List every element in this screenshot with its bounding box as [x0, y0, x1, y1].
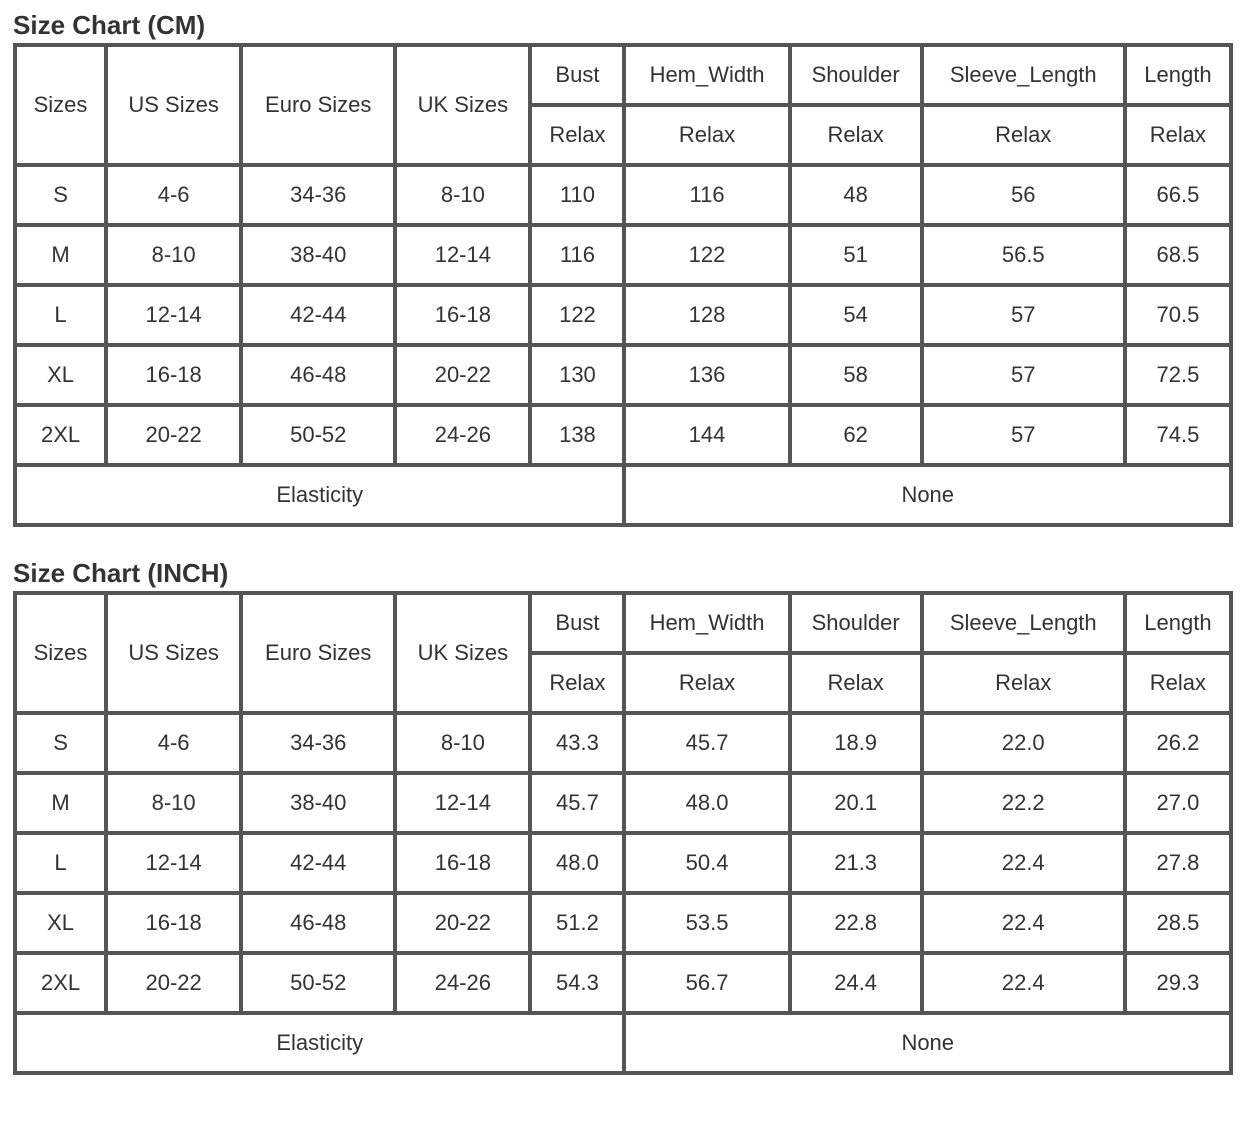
- table-row: [15, 165, 1231, 225]
- table-cell: 22.0: [922, 713, 1125, 773]
- table-cell: 56.5: [922, 225, 1125, 285]
- header-uk-sizes: UK Sizes: [395, 593, 530, 713]
- header-fit-relax: Relax: [530, 653, 624, 713]
- table-cell: 122: [530, 285, 624, 345]
- header-sizes: Sizes: [15, 593, 106, 713]
- table-cell: 27.8: [1125, 833, 1231, 893]
- table-cell: 50-52: [241, 953, 395, 1013]
- table-row: [15, 405, 1231, 465]
- header-sizes: Sizes: [15, 45, 106, 165]
- table-cell: 138: [530, 405, 624, 465]
- table-cell: 18.9: [790, 713, 922, 773]
- table-cell: 16-18: [106, 345, 241, 405]
- size-chart-cm-table: [13, 43, 1233, 527]
- table-cell: 57: [922, 285, 1125, 345]
- table-cell: XL: [15, 345, 106, 405]
- header-row: [15, 593, 1231, 653]
- table-cell: 54.3: [530, 953, 624, 1013]
- header-bust: Bust: [530, 45, 624, 105]
- elasticity-row: [15, 465, 1231, 525]
- table-cell: 24-26: [395, 405, 530, 465]
- table-cell: 122: [624, 225, 789, 285]
- table-cell: 26.2: [1125, 713, 1231, 773]
- header-row: [15, 45, 1231, 105]
- header-sleeve-length: Sleeve_Length: [922, 45, 1125, 105]
- elasticity-label: Elasticity: [15, 1013, 624, 1073]
- table-cell: 22.4: [922, 833, 1125, 893]
- header-euro-sizes: Euro Sizes: [241, 593, 395, 713]
- header-fit-relax: Relax: [530, 105, 624, 165]
- table-cell: 42-44: [241, 833, 395, 893]
- table-row: [15, 285, 1231, 345]
- table-cell: 2XL: [15, 953, 106, 1013]
- table-cell: L: [15, 285, 106, 345]
- table-cell: 45.7: [624, 713, 789, 773]
- table-row: [15, 833, 1231, 893]
- table-cell: 16-18: [395, 833, 530, 893]
- table-cell: 130: [530, 345, 624, 405]
- table-cell: 20.1: [790, 773, 922, 833]
- table-cell: 50.4: [624, 833, 789, 893]
- table-cell: 62: [790, 405, 922, 465]
- table-cell: 22.8: [790, 893, 922, 953]
- table-cell: 12-14: [395, 225, 530, 285]
- table-cell: 8-10: [395, 165, 530, 225]
- table-cell: 21.3: [790, 833, 922, 893]
- table-cell: 22.4: [922, 893, 1125, 953]
- table-cell: 51.2: [530, 893, 624, 953]
- table-cell: 22.4: [922, 953, 1125, 1013]
- table-cell: 8-10: [106, 225, 241, 285]
- table-cell: 29.3: [1125, 953, 1231, 1013]
- table-cell: 20-22: [395, 893, 530, 953]
- table-row: [15, 713, 1231, 773]
- table-cell: 50-52: [241, 405, 395, 465]
- table-cell: 74.5: [1125, 405, 1231, 465]
- table-cell: 48.0: [624, 773, 789, 833]
- header-fit-relax: Relax: [922, 105, 1125, 165]
- elasticity-value: None: [624, 465, 1231, 525]
- table-cell: 110: [530, 165, 624, 225]
- size-chart-cm-title: Size Chart (CM): [13, 10, 206, 40]
- header-shoulder: Shoulder: [790, 45, 922, 105]
- header-hem-width: Hem_Width: [624, 593, 789, 653]
- table-cell: 54: [790, 285, 922, 345]
- table-cell: 128: [624, 285, 789, 345]
- table-cell: 2XL: [15, 405, 106, 465]
- table-cell: 136: [624, 345, 789, 405]
- table-cell: 28.5: [1125, 893, 1231, 953]
- table-cell: 72.5: [1125, 345, 1231, 405]
- header-us-sizes: US Sizes: [106, 593, 241, 713]
- table-cell: 8-10: [106, 773, 241, 833]
- table-cell: 38-40: [241, 225, 395, 285]
- table-cell: 12-14: [395, 773, 530, 833]
- table-row: [15, 893, 1231, 953]
- table-cell: 144: [624, 405, 789, 465]
- table-cell: 70.5: [1125, 285, 1231, 345]
- table-cell: 20-22: [395, 345, 530, 405]
- table-cell: 16-18: [106, 893, 241, 953]
- table-cell: 46-48: [241, 345, 395, 405]
- header-length: Length: [1125, 593, 1231, 653]
- table-cell: 43.3: [530, 713, 624, 773]
- elasticity-value: None: [624, 1013, 1231, 1073]
- table-cell: 20-22: [106, 405, 241, 465]
- table-row: [15, 953, 1231, 1013]
- header-fit-relax: Relax: [1125, 105, 1231, 165]
- table-cell: 20-22: [106, 953, 241, 1013]
- elasticity-label: Elasticity: [15, 465, 624, 525]
- table-cell: 68.5: [1125, 225, 1231, 285]
- table-cell: 116: [624, 165, 789, 225]
- size-chart-inch-title: Size Chart (INCH): [13, 558, 229, 588]
- table-cell: 22.2: [922, 773, 1125, 833]
- table-cell: 27.0: [1125, 773, 1231, 833]
- table-cell: 16-18: [395, 285, 530, 345]
- table-cell: 58: [790, 345, 922, 405]
- table-cell: M: [15, 225, 106, 285]
- table-cell: 57: [922, 405, 1125, 465]
- table-row: [15, 225, 1231, 285]
- header-shoulder: Shoulder: [790, 593, 922, 653]
- header-hem-width: Hem_Width: [624, 45, 789, 105]
- table-cell: 48: [790, 165, 922, 225]
- table-cell: 116: [530, 225, 624, 285]
- table-cell: 38-40: [241, 773, 395, 833]
- table-cell: 46-48: [241, 893, 395, 953]
- table-row: [15, 345, 1231, 405]
- table-cell: S: [15, 713, 106, 773]
- table-row: [15, 773, 1231, 833]
- header-euro-sizes: Euro Sizes: [241, 45, 395, 165]
- table-cell: 12-14: [106, 285, 241, 345]
- table-cell: 42-44: [241, 285, 395, 345]
- table-cell: 4-6: [106, 713, 241, 773]
- table-cell: L: [15, 833, 106, 893]
- header-fit-relax: Relax: [624, 105, 789, 165]
- table-cell: 45.7: [530, 773, 624, 833]
- table-cell: S: [15, 165, 106, 225]
- table-cell: 34-36: [241, 165, 395, 225]
- table-cell: 12-14: [106, 833, 241, 893]
- header-length: Length: [1125, 45, 1231, 105]
- elasticity-row: [15, 1013, 1231, 1073]
- header-sleeve-length: Sleeve_Length: [922, 593, 1125, 653]
- size-chart-inch-table: [13, 591, 1233, 1075]
- table-cell: 4-6: [106, 165, 241, 225]
- table-cell: 53.5: [624, 893, 789, 953]
- table-cell: M: [15, 773, 106, 833]
- table-cell: 56: [922, 165, 1125, 225]
- header-bust: Bust: [530, 593, 624, 653]
- table-cell: 24-26: [395, 953, 530, 1013]
- table-cell: 56.7: [624, 953, 789, 1013]
- table-cell: 8-10: [395, 713, 530, 773]
- table-cell: 48.0: [530, 833, 624, 893]
- header-fit-relax: Relax: [790, 653, 922, 713]
- header-us-sizes: US Sizes: [106, 45, 241, 165]
- table-cell: 66.5: [1125, 165, 1231, 225]
- table-cell: 24.4: [790, 953, 922, 1013]
- table-cell: XL: [15, 893, 106, 953]
- header-fit-relax: Relax: [1125, 653, 1231, 713]
- header-fit-relax: Relax: [624, 653, 789, 713]
- table-cell: 57: [922, 345, 1125, 405]
- table-cell: 34-36: [241, 713, 395, 773]
- header-fit-relax: Relax: [922, 653, 1125, 713]
- header-uk-sizes: UK Sizes: [395, 45, 530, 165]
- table-cell: 51: [790, 225, 922, 285]
- header-fit-relax: Relax: [790, 105, 922, 165]
